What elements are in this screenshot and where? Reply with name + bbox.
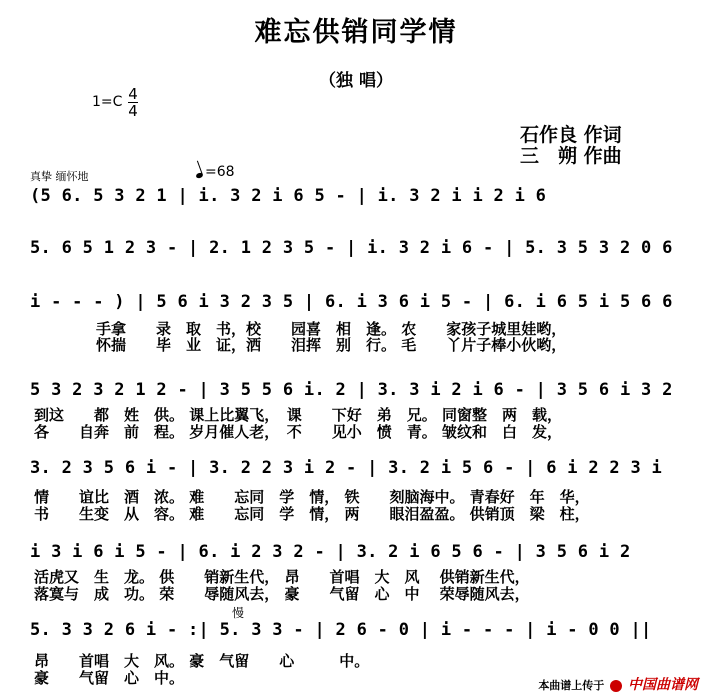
lyrics-row-5-verse-1: 情 谊比 酒 浓。 难 忘同 学 情， 铁 刻脑海中。 青春好 年 华， xyxy=(34,488,590,506)
time-signature-bottom: 4 xyxy=(128,102,138,120)
lyrics-row-6-verse-1: 活虎又 生 龙。 供 销新生代， 昂 首唱 大 风 供销新生代， xyxy=(34,568,530,586)
quarter-note-icon xyxy=(195,172,203,179)
lyrics-row-4-verse-1: 到这 都 姓 供。 课上比翼飞， 课 下好 弟 兄。 同窗整 两 载， xyxy=(34,406,562,424)
lyrics-row-7-verse-1: 昂 首唱 大 风。 豪 气留 心 中。 xyxy=(34,652,370,670)
lyrics-row-5-verse-2: 书 生变 从 容。 难 忘同 学 情， 两 眼泪盈盈。 供销顶 梁 柱， xyxy=(34,505,590,523)
lyrics-row-7-verse-2: 豪 气留 心 中。 xyxy=(34,669,185,687)
expression-mark: 真挚 缅怀地 xyxy=(30,170,89,183)
composer-credit: 三 朔 作曲 xyxy=(520,145,622,167)
lyricist-credit: 石作良 作词 xyxy=(520,124,622,146)
footer-text: 本曲谱上传于 xyxy=(538,679,605,692)
site-brand[interactable]: 中国曲谱网 xyxy=(628,677,698,693)
site-logo-icon xyxy=(610,680,622,692)
staff-row-2 xyxy=(0,236,712,262)
staff-row-5 xyxy=(0,456,712,482)
time-signature xyxy=(128,86,138,119)
staff-row-4 xyxy=(0,378,712,404)
notes-row-4: 5 3 2 3 2 1 2 - | 3 5 5 6 i. 2 | 3. 3 i 2 i 6 - | 3 5 6 i 3 2 xyxy=(30,380,673,400)
staff-row-1 xyxy=(0,184,712,210)
lyrics-row-4-verse-2: 各 自奔 前 程。 岁月催人老， 不 见小 愤 青。 皱纹和 白 发， xyxy=(34,423,562,441)
tempo-mark: =68 xyxy=(196,164,235,180)
staff-row-3 xyxy=(0,290,712,316)
footer-credit xyxy=(538,674,698,694)
lyrics-row-3-verse-1: 手拿 录 取 书，校 园喜 相 逢。 农 家孩子城里娃哟， xyxy=(96,320,567,338)
time-signature-top: 4 xyxy=(128,85,138,103)
notes-row-3: i - - - ) | 5 6 i 3 2 3 5 | 6. i 3 6 i 5 - | 6. i 6 5 i 5 6 6 xyxy=(30,292,673,312)
staff-row-6 xyxy=(0,540,712,566)
lyrics-row-6-verse-2: 落寞与 成 功。 荣 辱随风去， 豪 气留 心 中 荣辱随风去， xyxy=(34,585,530,603)
song-subtitle: （独 唱） xyxy=(319,71,393,91)
notes-row-2: 5. 6 5 1 2 3 - | 2. 1 2 3 5 - | i. 3 2 i 6 - | 5. 3 5 3 2 0 6 xyxy=(30,238,673,258)
notes-row-1: (5 6. 5 3 2 1 | i. 3 2 i 6 5 - | i. 3 2 i i 2 i 6 xyxy=(30,186,547,206)
lyrics-row-3-verse-2: 怀揣 毕 业 证，洒 泪挥 别 行。 毛 丫片子棒小伙哟， xyxy=(96,336,567,354)
key-signature: 1=C xyxy=(92,94,123,110)
notes-row-5: 3. 2 3 5 6 i - | 3. 2 2 3 i 2 - | 3. 2 i 5 6 - | 6 i 2 2 3 i xyxy=(30,458,663,478)
slow-mark: 慢 xyxy=(232,606,245,620)
song-title: 难忘供销同学情 xyxy=(254,17,458,48)
staff-row-7 xyxy=(0,618,712,644)
notes-row-7: 5. 3 3 2 6 i - :| 5. 3 3 - | 2 6 - 0 | i - - - | i - 0 0 || xyxy=(30,620,652,640)
notes-row-6: i 3 i 6 i 5 - | 6. i 2 3 2 - | 3. 2 i 6 5 6 - | 3 5 6 i 2 xyxy=(30,542,631,562)
